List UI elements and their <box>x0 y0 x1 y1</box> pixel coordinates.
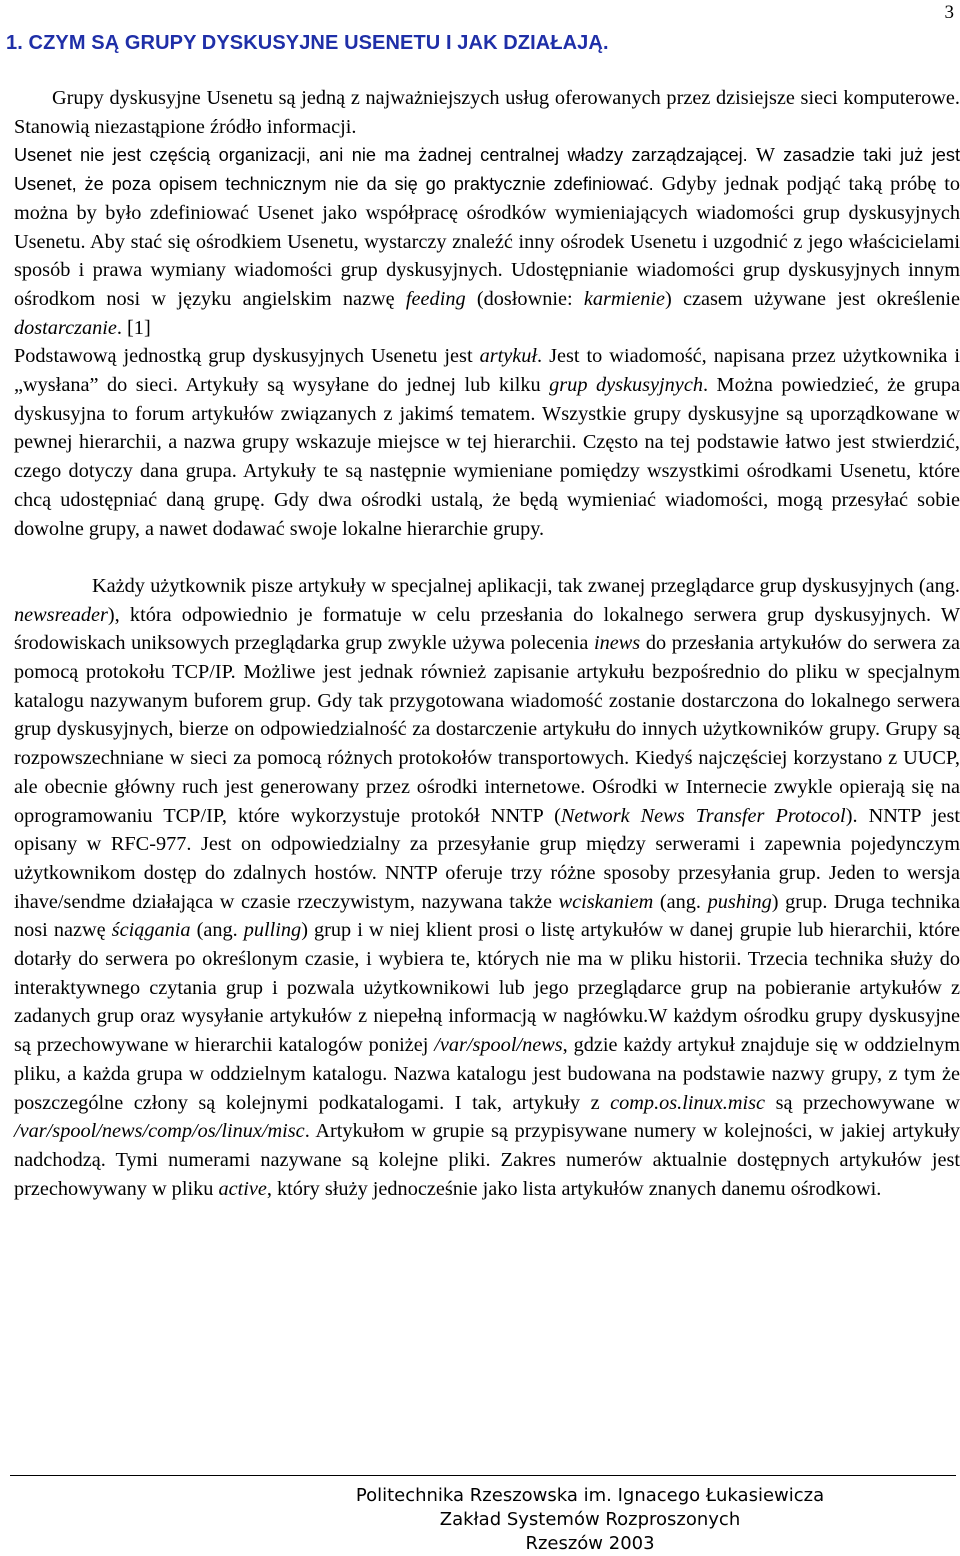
term-pulling: pulling <box>243 919 302 942</box>
document-body <box>14 84 960 1203</box>
group-name: comp.os.linux.misc <box>610 1091 766 1114</box>
term-sciaganie: ściągania <box>111 919 191 942</box>
paragraph-text-sans: Usenet nie jest częścią organizacji, ani nie ma żadnej centralnej władzy zarządzającej. <box>14 145 748 166</box>
footer <box>0 1484 960 1556</box>
term-pushing: pushing <box>707 890 772 913</box>
term-karmienie: karmienie <box>583 287 665 310</box>
paragraph-text: Grupy dyskusyjne Usenetu są jedną z najważniejszych usług oferowanych przez dzisiejsze sieci komputerowe. Stanowią niezastąpione źródło informacji. <box>14 87 960 138</box>
paragraph-newsreader <box>14 572 960 1203</box>
paragraph-text: (ang. <box>190 919 244 942</box>
paragraph-text: (dosłownie: <box>465 287 584 310</box>
paragraph-text: , gdzie każdy artykuł znajduje się w oddzielnym pliku, a każda grupa w oddzielnym katalogu. Nazwa katalogu jest budowana na podstawie nazwy grupy, z tym że poszczególne człony są kolejnymi podkatalogami. I tak, artykuły z <box>14 1034 960 1114</box>
file-active: active <box>218 1177 267 1200</box>
paragraph-text: Podstawową jednostką grup dyskusyjnych Usenetu jest <box>14 345 480 368</box>
paragraph-text: Każdy użytkownik pisze artykuły w specjalnej aplikacji, tak zwanej przeglądarce grup dyskusyjnych (ang. <box>92 574 960 597</box>
paragraph-article <box>14 342 960 543</box>
footer-department: Zakład Systemów Rozproszonych <box>439 1509 741 1530</box>
paragraph-text: ) grup. Druga technika nosi nazwę <box>14 890 960 942</box>
paragraph-text: . Można powiedzieć, że grupa dyskusyjna to forum artykułów związanych z jakimś tematem. Wszystkie grupy dyskusyjne są uporządkowane w pewnej hierarchii, a nazwa grupy wskazuje miejsce w tej hierarchii. Często na tej podstawie łatwo jest stwierdzić, czego dotyczy dana grupa. Artykuły te są następnie wymieniane pomiędzy wszystkimi ośrodkami Usenetu, które chcą udostępniać daną grupę. Gdy dwa ośrodki ustalą, że będą wymieniać wiadomości, mogą przesyłać sobie dowolne grupy, a nawet dodawać swoje lokalne hierarchie grupy. <box>14 374 960 540</box>
footer-rule <box>10 1475 956 1476</box>
section-heading: 1. CZYM SĄ GRUPY DYSKUSYJNE USENETU I JAK DZIAŁAJĄ. <box>6 32 609 54</box>
term-nntp-full: Network News Transfer Protocol <box>560 804 846 827</box>
term-grup: grup dyskusyjnych <box>549 374 703 397</box>
paragraph-text: do przesłania artykułów do serwera za pomocą protokołu TCP/IP. Możliwe jest jednak również zapisanie artykułu bezpośrednio do pliku w specjalnym katalogu nazywanym buforem grup. Gdy tak przygotowana wiadomość zostanie dostarczona do lokalnego serwera grup dyskusyjnych, bierze on odpowiedzialność za dostarczenie artykułu do innych użytkowników grupy. Grupy są rozpowszechniane w sieci za pomocą różnych protokołów transportowych. Kiedyś najczęściej korzystano z UUCP, ale obecnie główny ruch jest generowany przez ośrodki internetowe. Ośrodki w Internecie zwykle opierają się na oprogramowaniu TCP/IP, które wykorzystuje protokół NNTP ( <box>14 632 960 827</box>
term-dostarczanie: dostarczanie <box>14 316 117 339</box>
page-number: 3 <box>944 2 954 23</box>
paragraph-text: . Artykułom w grupie są przypisywane numery w kolejności, w jakiej artykuły nadchodzą. Tymi numerami nazywane są kolejne pliki. Zakres numerów aktualnie dostępnych artykułów jest przechowywany w pliku <box>14 1120 960 1200</box>
paragraph-text: są przechowywane w <box>765 1091 960 1114</box>
term-wciskaniem: wciskaniem <box>558 890 654 913</box>
term-inews: inews <box>594 632 641 655</box>
footer-place-year: Rzeszów 2003 <box>525 1533 655 1554</box>
path-var-spool-news: /var/spool/news <box>434 1034 563 1057</box>
paragraph-text: . Jest to wiadomość, napisana przez użytkownika i „wysłana” do sieci. Artykuły są wysyłane do jednej lub kilku <box>14 345 960 397</box>
paragraph-text-sans: zasadzie taki już jest Usenet, że poza opisem technicznym nie da się go praktycznie zdefiniować. <box>14 145 960 195</box>
paragraph-text: , który służy jednocześnie jako lista artykułów znanych danemu ośrodkowi. <box>266 1177 882 1200</box>
paragraph-text: ), która odpowiednio je formatuje w celu przesłania do lokalnego serwera grup dyskusyjnych. W środowiskach uniksowych przeglądarka grup zwykle używa polecenia <box>14 603 960 655</box>
paragraph-text: (ang. <box>653 890 708 913</box>
footer-institution: Politechnika Rzeszowska im. Ignacego Łukasiewicza <box>355 1485 825 1506</box>
path-group-dir: /var/spool/news/comp/os/linux/misc <box>14 1120 305 1143</box>
paragraph-usenet <box>14 141 960 342</box>
paragraph-text: ) grup i w niej klient prosi o listę artykułów w danej grupie lub hierarchii, które dotarły do serwera po określonym czasie, i wybiera te, których nie ma w pliku historii. Trzecia technika służy do interaktywnego czytania grup i pozwala użytkownikowi lub jego przeglądarce grup na pobieranie artykułów z zadanych grup oraz wysyłanie artykułów z niepełną informacją w nagłówku.W każdym ośrodku grupy dyskusyjne są przechowywane w hierarchii katalogów poniżej <box>14 919 960 1057</box>
paragraph-text: ) czasem używane jest określenie <box>665 287 960 310</box>
term-newsreader: newsreader <box>14 603 108 626</box>
term-feeding: feeding <box>405 287 466 310</box>
paragraph-text: W <box>747 144 775 167</box>
paragraph-text: . [1] <box>116 316 151 339</box>
paragraph-intro <box>14 84 960 141</box>
paragraph-text: Gdyby jednak podjąć taką próbę to można by było zdefiniować Usenet jako współpracę ośrodków wymieniających wiadomości grup dyskusyjnych Usenetu. Aby stać się ośrodkiem Usenetu, wystarczy znaleźć inny ośrodek Usenetu i uzgodnić z jego właścicielami sposób i prawa wymiany wiadomości grup dyskusyjnych. Udostępnianie wiadomości grup dyskusyjnych innym ośrodkom nosi w języku angielskim nazwę <box>14 173 960 310</box>
term-artykul: artykuł <box>479 345 538 368</box>
paragraph-text: ). NNTP jest opisany w RFC-977. Jest on odpowiedzialny za przesyłanie grup między serwerami i zapewnia pojedynczym użytkownikom dostęp do zdalnych hostów. NNTP oferuje trzy różne sposoby przesyłania grup. Jeden to wersja ihave/sendme działająca w czasie rzeczywistym, nazywana także <box>14 804 960 913</box>
